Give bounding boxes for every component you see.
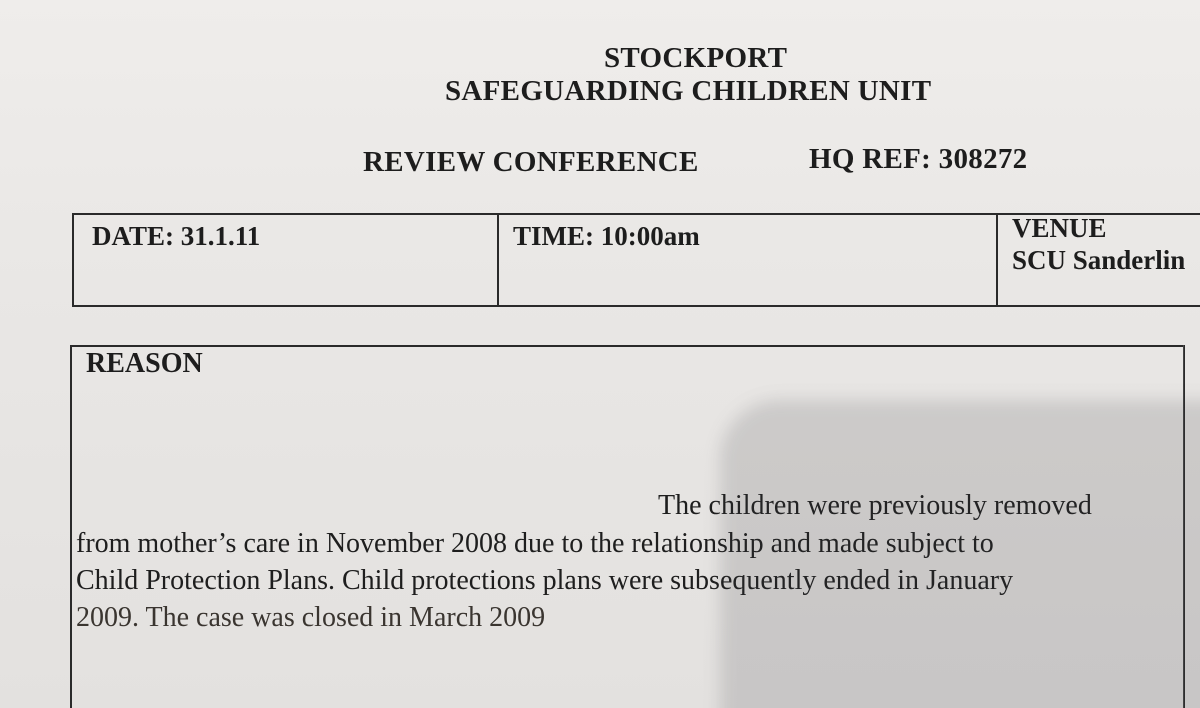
- reason-line: 2009. The case was closed in March 2009: [76, 602, 546, 633]
- venue-cell: [998, 215, 1200, 305]
- date-cell: [74, 215, 499, 305]
- date-value: DATE: 31.1.11: [92, 221, 261, 251]
- reason-line: The children were previously removed: [658, 490, 1092, 521]
- time-cell: [499, 215, 998, 305]
- time-value: TIME: 10:00am: [513, 221, 700, 251]
- reason-side-column: [1183, 345, 1200, 708]
- organisation-title: STOCKPORT: [604, 42, 788, 74]
- reason-heading: REASON: [86, 348, 203, 379]
- venue-value: SCU Sanderlin: [1012, 245, 1186, 275]
- conference-type: REVIEW CONFERENCE: [363, 146, 699, 178]
- reason-line: Child Protection Plans. Child protections plans were subsequently ended in January: [76, 565, 1014, 596]
- reason-line: from mother’s care in November 2008 due to the relationship and made subject to: [76, 528, 994, 559]
- reason-box: [70, 345, 1185, 708]
- venue-label: VENUE: [1012, 213, 1107, 243]
- conference-details-table: [72, 213, 1200, 307]
- hq-reference: HQ REF: 308272: [809, 143, 1028, 175]
- unit-title: SAFEGUARDING CHILDREN UNIT: [445, 75, 932, 107]
